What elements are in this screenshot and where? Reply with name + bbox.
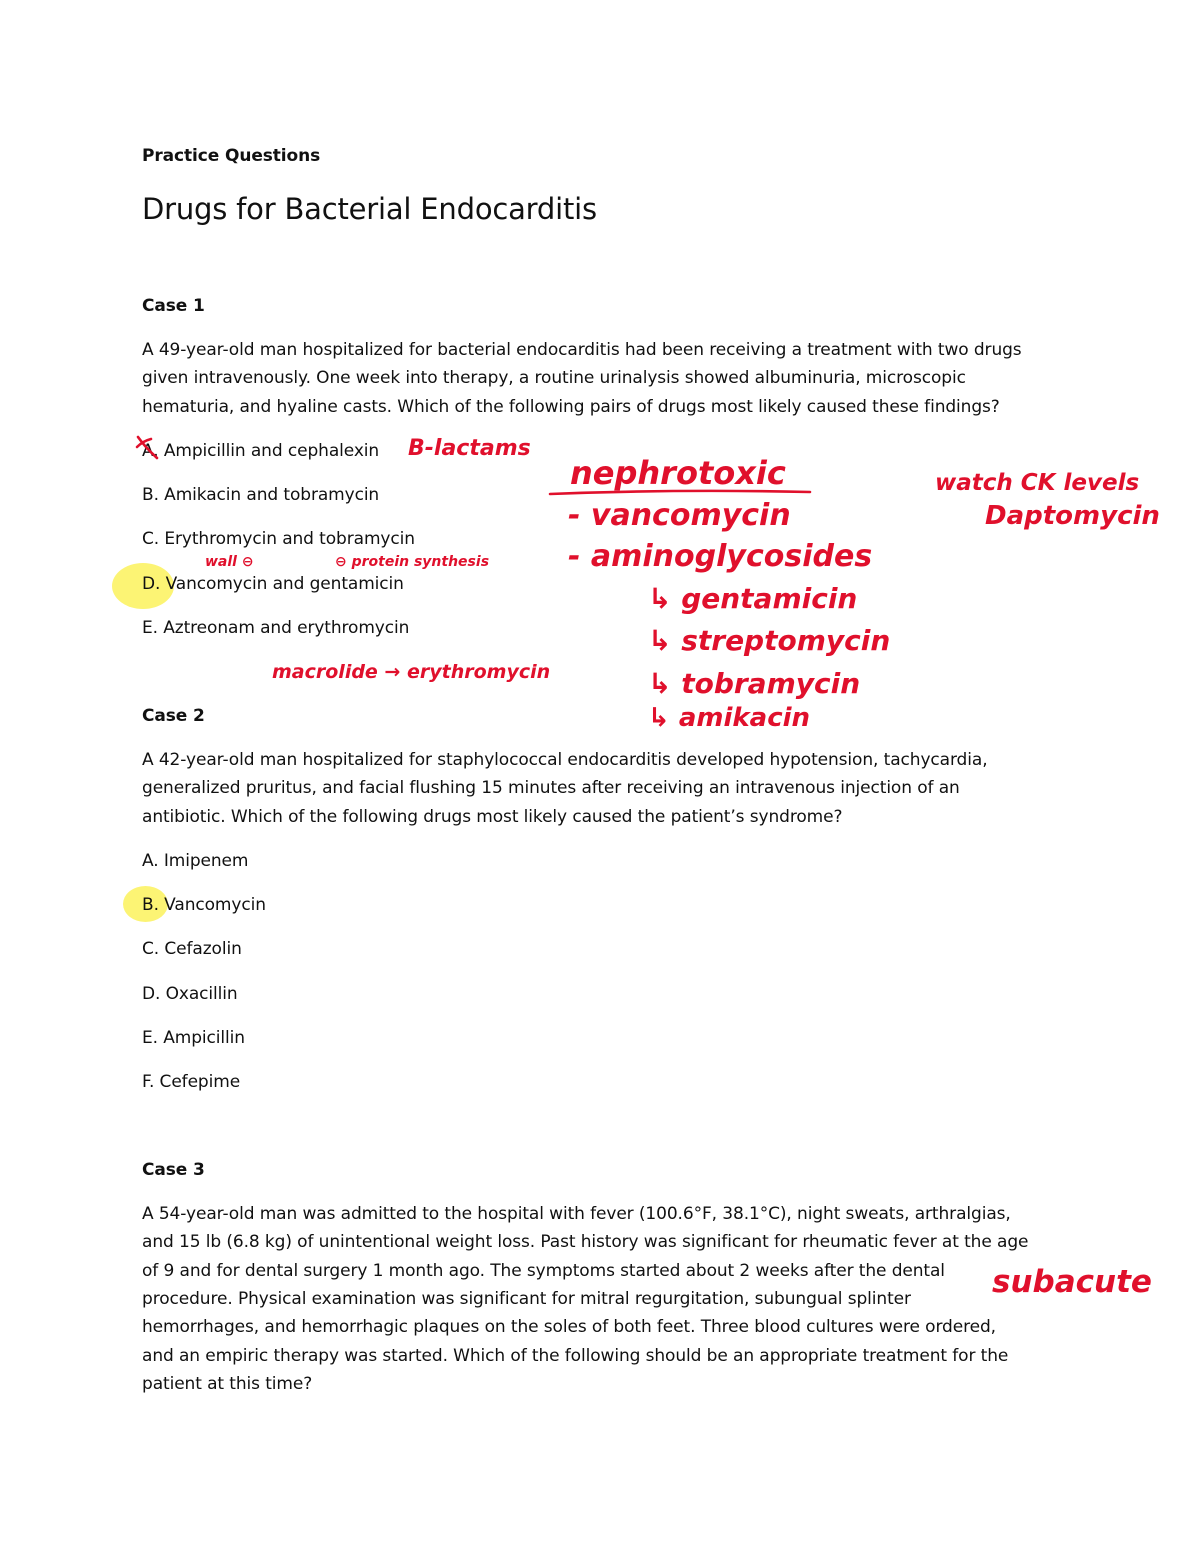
annotation-watch-ck: watch CK levels <box>935 470 1140 496</box>
case2-option-e: E. Ampicillin <box>142 1028 245 1048</box>
annotation-vancomycin: - vancomycin <box>568 498 791 533</box>
case3-question-line: hemorrhages, and hemorrhagic plaques on the soles of both feet. Three blood cultures were ordered, <box>142 1317 996 1337</box>
annotation-amikacin: ↳ amikacin <box>648 703 811 733</box>
case2-option-f: F. Cefepime <box>142 1072 241 1092</box>
annotation-subacute: subacute <box>992 1264 1152 1300</box>
case1-question-line: hematuria, and hyaline casts. Which of the following pairs of drugs most likely caused these findings? <box>142 397 1000 417</box>
case1-option-c: C. Erythromycin and tobramycin <box>142 529 415 549</box>
annotation-aminoglycosides: - aminoglycosides <box>568 539 873 574</box>
case3-question-line: of 9 and for dental surgery 1 month ago. The symptoms started about 2 weeks after the dental <box>142 1261 945 1281</box>
case3-question-line: A 54-year-old man was admitted to the hospital with fever (100.6°F, 38.1°C), night sweats, arthralgias, <box>142 1204 1011 1224</box>
case3-question-line: and an empiric therapy was started. Which of the following should be an appropriate treatment for the <box>142 1346 1009 1366</box>
annotation-tobramycin: ↳ tobramycin <box>648 667 861 700</box>
case2-option-a: A. Imipenem <box>142 851 249 871</box>
case1-question-line: given intravenously. One week into therapy, a routine urinalysis showed albuminuria, microscopic <box>142 368 966 388</box>
case1-option-d: D. Vancomycin and gentamicin <box>142 574 404 594</box>
case2-option-c: C. Cefazolin <box>142 939 242 959</box>
page-title: Drugs for Bacterial Endocarditis <box>142 192 597 226</box>
case2-option-d: D. Oxacillin <box>142 984 238 1004</box>
case1-heading: Case 1 <box>142 296 205 316</box>
case3-question-line: and 15 lb (6.8 kg) of unintentional weight loss. Past history was significant for rheumatic fever at the age <box>142 1232 1029 1252</box>
underline-mark <box>548 486 818 500</box>
case3-question-line: procedure. Physical examination was significant for mitral regurgitation, subungual splinter <box>142 1289 911 1309</box>
case1-option-a: A. Ampicillin and cephalexin <box>142 441 380 461</box>
annotation-streptomycin: ↳ streptomycin <box>648 624 891 657</box>
annotation-macrolide: macrolide → erythromycin <box>272 661 551 683</box>
annotation-wall: wall ⊖ <box>205 554 254 570</box>
doc-label: Practice Questions <box>142 146 321 166</box>
case2-question-line: generalized pruritus, and facial flushing 15 minutes after receiving an intravenous injection of an <box>142 778 960 798</box>
annotation-gentamicin: ↳ gentamicin <box>648 582 858 615</box>
case1-option-b: B. Amikacin and tobramycin <box>142 485 380 505</box>
annotation-daptomycin: Daptomycin <box>985 501 1160 531</box>
case2-question-line: antibiotic. Which of the following drugs most likely caused the patient’s syndrome? <box>142 807 843 827</box>
annotation-nephrotoxic: nephrotoxic <box>570 454 786 492</box>
strike-mark <box>135 433 165 463</box>
annotation-blactams: B-lactams <box>408 436 531 461</box>
case2-option-b: B. Vancomycin <box>142 895 266 915</box>
annotation-protein-synthesis: ⊖ protein synthesis <box>335 554 490 570</box>
case2-heading: Case 2 <box>142 706 205 726</box>
case2-question-line: A 42-year-old man hospitalized for staphylococcal endocarditis developed hypotension, tachycardia, <box>142 750 988 770</box>
case3-question-line: patient at this time? <box>142 1374 313 1394</box>
case3-heading: Case 3 <box>142 1160 205 1180</box>
case1-option-e: E. Aztreonam and erythromycin <box>142 618 410 638</box>
case1-question-line: A 49-year-old man hospitalized for bacterial endocarditis had been receiving a treatment with two drugs <box>142 340 1022 360</box>
